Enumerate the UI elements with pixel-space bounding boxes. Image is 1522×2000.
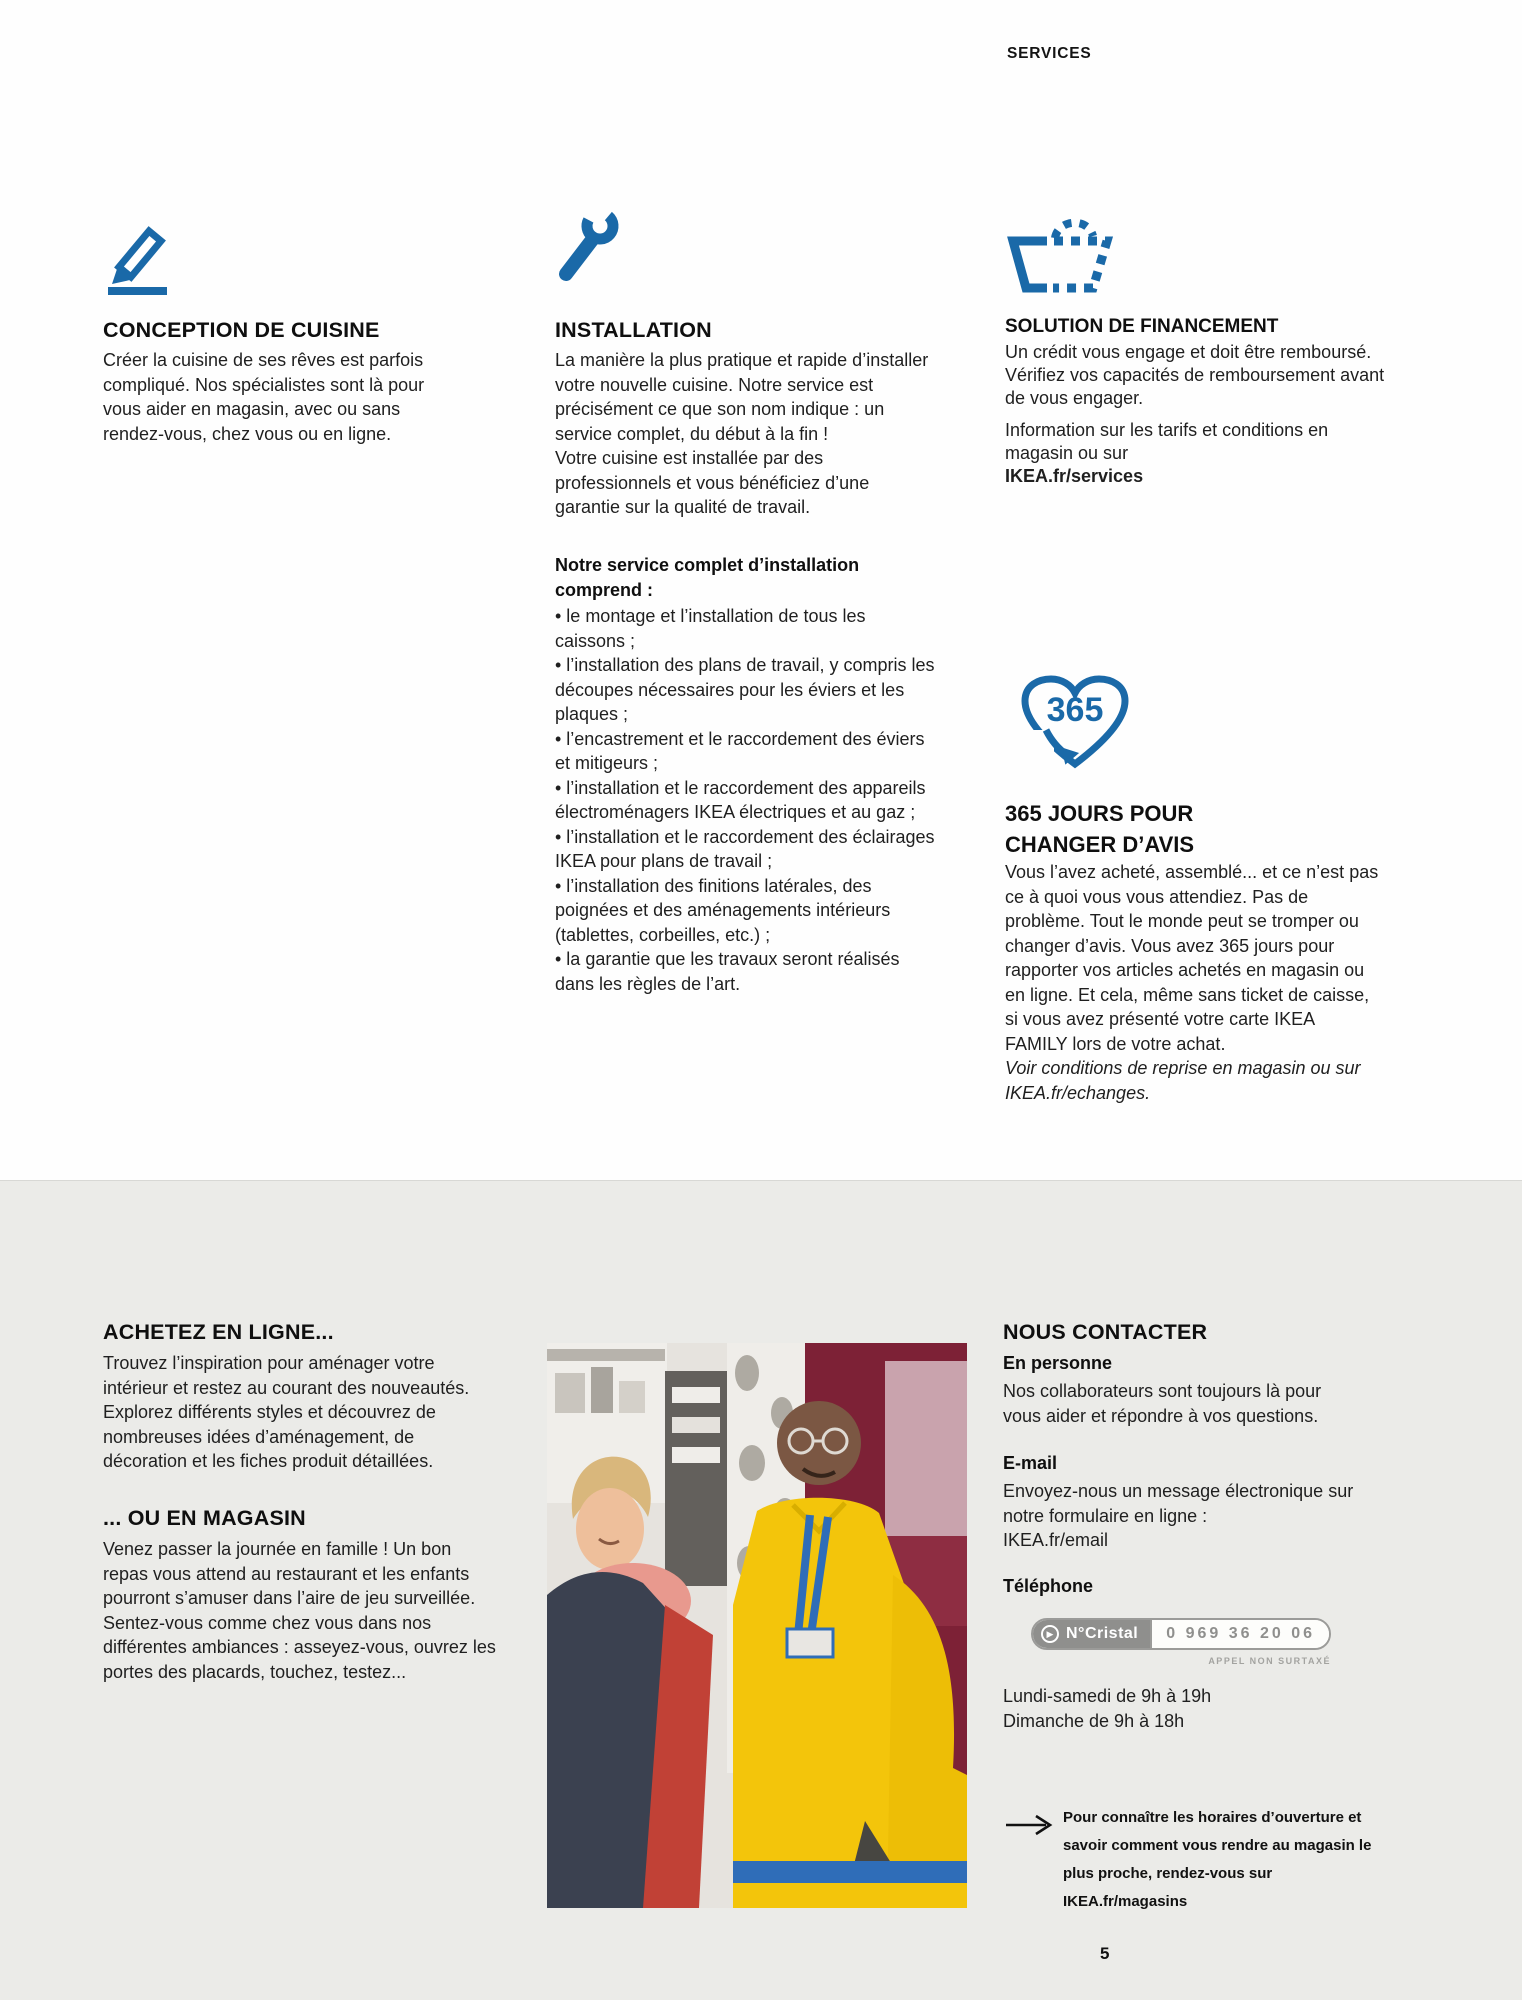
installation-body bbox=[555, 348, 937, 520]
installation-bullet-list bbox=[555, 604, 937, 996]
financing-info bbox=[1005, 419, 1385, 488]
heart-365-label: 365 bbox=[1046, 691, 1104, 729]
wrench-icon bbox=[556, 206, 620, 293]
page-number: 5 bbox=[1100, 1944, 1110, 1963]
hours-week: Lundi-samedi de 9h à 19h bbox=[1003, 1686, 1212, 1706]
page-header-label: SERVICES bbox=[1007, 45, 1092, 62]
store-locator-cta: Pour connaître les horaires d’ouverture et savoir comment vous rendre au magasin le plus proche, rendez-vous sur IKEA.fr/magasins bbox=[1063, 1809, 1372, 1910]
kitchen-design-title: CONCEPTION DE CUISINE bbox=[103, 318, 380, 342]
contact-email-body: Envoyez-nous un message électronique sur notre formulaire en ligne : bbox=[1003, 1481, 1354, 1526]
bullet-item: • l’encastrement et le raccordement des éviers et mitigeurs ; bbox=[555, 728, 925, 773]
financing-title: SOLUTION DE FINANCEMENT bbox=[1005, 316, 1279, 337]
return-365-text bbox=[1005, 860, 1379, 1105]
contact-email-block bbox=[1003, 1479, 1363, 1553]
return-365-title-line2: CHANGER D’AVIS bbox=[1005, 832, 1195, 857]
in-store-body: Venez passer la journée en famille ! Un bon repas vous attend au restaurant et les enfants pourront s’amuser dans l’aire de jeu surveillée. Sentez-vous comme chez vous dans nos différentes ambiances : asseyez-vous, ouvrez les portes des placards, touchez, testez... bbox=[103, 1539, 496, 1682]
cristal-brand-label: N°Cristal bbox=[1066, 1625, 1139, 1642]
bullet-item: • l’installation des plans de travail, y compris les découpes nécessaires pour les éviers et les plaques ; bbox=[555, 655, 935, 724]
contact-title: NOUS CONTACTER bbox=[1003, 1320, 1208, 1344]
hours-sunday: Dimanche de 9h à 18h bbox=[1003, 1710, 1185, 1731]
phone-number: 0 969 36 20 06 bbox=[1150, 1620, 1329, 1648]
contact-phone-label: Téléphone bbox=[1003, 1576, 1094, 1596]
phone-note: APPEL NON SURTAXÉ bbox=[1208, 1656, 1331, 1666]
bullet-item: • l’installation et le raccordement des appareils électroménagers IKEA électriques et au gaz ; bbox=[555, 777, 926, 822]
contact-email-link[interactable]: IKEA.fr/email bbox=[1003, 1530, 1109, 1550]
cristal-phone-badge bbox=[1031, 1618, 1331, 1650]
dashed-basket-icon bbox=[1003, 214, 1117, 303]
contact-in-person-label: En personne bbox=[1003, 1353, 1113, 1373]
in-store-title: ... OU EN MAGASIN bbox=[103, 1506, 306, 1530]
pencil-icon bbox=[104, 212, 170, 301]
buy-online-body: Trouvez l’inspiration pour aménager votre intérieur et restez au courant des nouveautés. Explorez différents styles et découvrez de nombreuses idées d’aménagement, de décoration et les fiches produit détaillées. bbox=[103, 1353, 470, 1471]
right-arrow-icon bbox=[1004, 1814, 1054, 1841]
installation-paragraph-1: La manière la plus pratique et rapide d’installer votre nouvelle cuisine. Notre service est précisément ce que son nom indique : un service complet, du début à la fin ! bbox=[555, 350, 929, 444]
bullet-item: • l’installation des finitions latérales, des poignées et des aménagements intérieurs (tablettes, corbeilles, etc.) ; bbox=[555, 875, 891, 945]
financing-body: Un crédit vous engage et doit être remboursé. Vérifiez vos capacités de remboursement avant de vous engager. bbox=[1005, 342, 1385, 408]
cristal-brand-segment bbox=[1033, 1620, 1150, 1648]
kitchen-design-body: Créer la cuisine de ses rêves est parfois compliqué. Nos spécialistes sont là pour vous aider en magasin, avec ou sans rendez-vous, chez vous ou en ligne. bbox=[103, 350, 425, 444]
heart-365-icon bbox=[1016, 674, 1134, 785]
return-365-body: Vous l’avez acheté, assemblé... et ce n’est pas ce à quoi vous vous attendiez. Pas de problème. Tout le monde peut se tromper ou changer d’avis. Vous avez 365 jours pour rapporter vos articles achetés en magasin ou en ligne. Et cela, même sans ticket de caisse, si vous avez présenté votre carte IKEA FAMILY lors de votre achat. bbox=[1005, 862, 1379, 1054]
installation-title: INSTALLATION bbox=[555, 318, 712, 342]
return-365-title bbox=[1005, 798, 1194, 860]
installation-paragraph-2: Votre cuisine est installée par des professionnels et vous bénéficiez d’une garantie sur la qualité de travail. bbox=[555, 448, 870, 517]
contact-email-label: E-mail bbox=[1003, 1453, 1058, 1473]
installation-list-title: Notre service complet d’installation comprend : bbox=[555, 555, 860, 600]
play-circle-icon: ▶ bbox=[1041, 1625, 1059, 1643]
financing-services-link[interactable]: IKEA.fr/services bbox=[1005, 466, 1144, 486]
bullet-item: • la garantie que les travaux seront réalisés dans les règles de l’art. bbox=[555, 949, 900, 994]
buy-online-title: ACHETEZ EN LIGNE... bbox=[103, 1320, 334, 1344]
store-staff-photo bbox=[547, 1343, 967, 1908]
bullet-item: • l’installation et le raccordement des éclairages IKEA pour plans de travail ; bbox=[555, 826, 935, 871]
bullet-item: • le montage et l’installation de tous les caissons ; bbox=[555, 606, 866, 651]
opening-hours bbox=[1003, 1684, 1363, 1733]
contact-in-person-body: Nos collaborateurs sont toujours là pour vous aider et répondre à vos questions. bbox=[1003, 1381, 1322, 1426]
financing-info-text: Information sur les tarifs et conditions en magasin ou sur bbox=[1005, 420, 1329, 463]
return-365-note: Voir conditions de reprise en magasin ou sur IKEA.fr/echanges. bbox=[1005, 1058, 1361, 1103]
return-365-title-line1: 365 JOURS POUR bbox=[1005, 801, 1194, 826]
